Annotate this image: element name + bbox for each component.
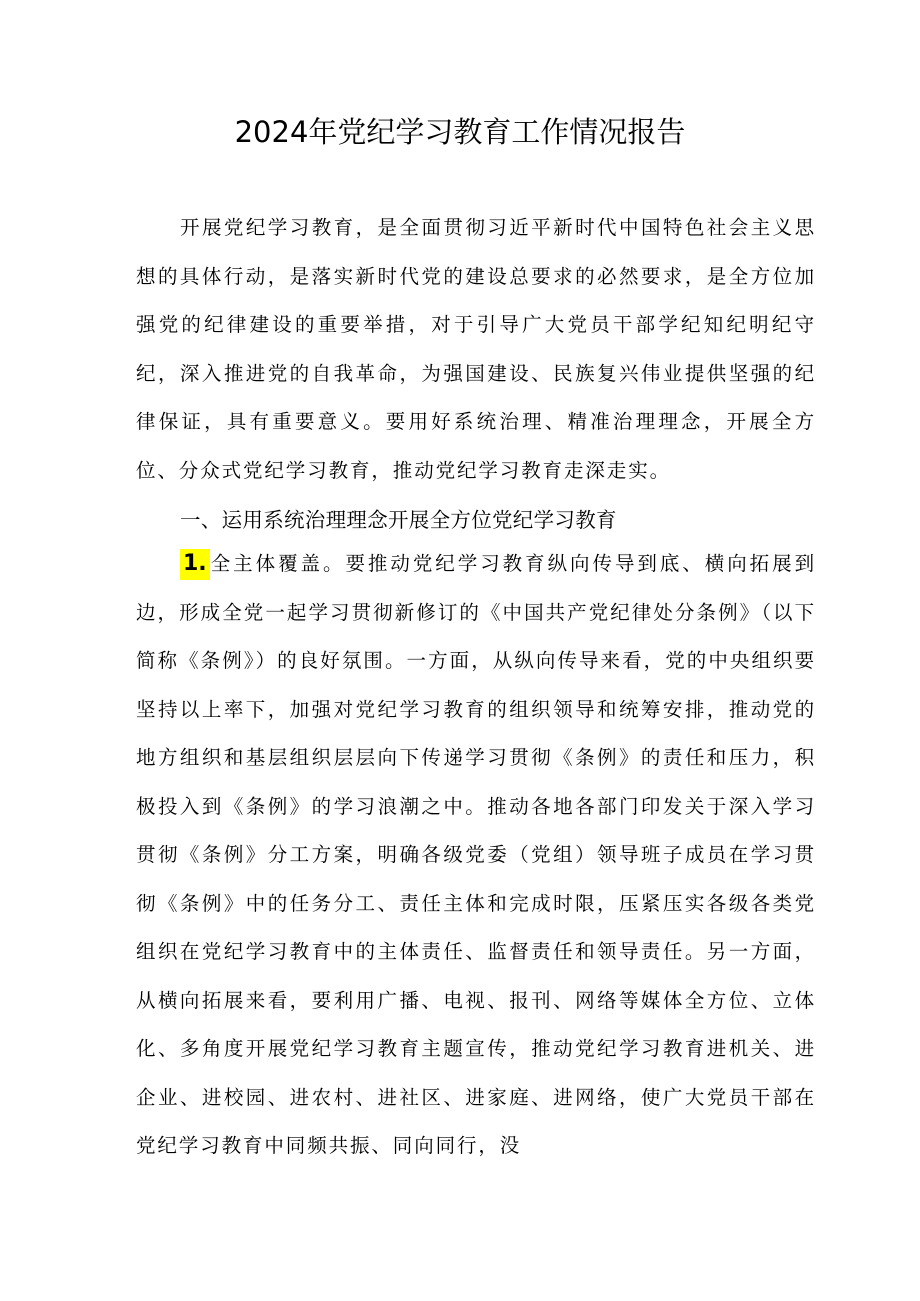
item-text: 全主体覆盖。要推动党纪学习教育纵向传导到底、横向拓展到边，形成全党一起学习贯彻新修订的《中国共产党纪律处分条例》（以下简称《条例》）的良好氛围。一方面，从纵向传导来看，党的中央组织要坚持以上率下，加强对党纪学习教育的组织领导和统筹安排，推动党的地方组织和基层组织层层向下传递学习贯彻《条例》的责任和压力，积极投入到《条例》的学习浪潮之中。推动各地各部门印发关于深入学习贯彻《条例》分工方案，明确各级党委（党组）领导班子成员在学习贯彻《条例》中的任务分工、责任主体和完成时限，压紧压实各级各类党组织在党纪学习教育中的主体责任、监督责任和领导责任。另一方面，从横向拓展来看，要利用广播、电视、报刊、网络等媒体全方位、立体化、多角度开展党纪学习教育主题宣传，推动党纪学习教育进机关、进企业、进校园、进农村、进社区、进家庭、进网络，使广大党员干部在党纪学习教育中同频共振、同向同行，没 bbox=[136, 552, 816, 1157]
highlighted-item-number: 1. bbox=[180, 549, 210, 580]
section-heading: 一、运用系统治理理念开展全方位党纪学习教育 bbox=[180, 508, 617, 532]
document-title: 2024年党纪学习教育工作情况报告 bbox=[234, 115, 686, 149]
intro-paragraph: 开展党纪学习教育，是全面贯彻习近平新时代中国特色社会主义思想的具体行动，是落实新时代党的建设总要求的必然要求，是全方位加强党的纪律建设的重要举措，对于引导广大党员干部学纪知纪明纪守纪，深入推进党的自我革命，为强国建设、民族复兴伟业提供坚强的纪律保证，具有重要意义。要用好系统治理、精准治理理念，开展全方位、分众式党纪学习教育，推动党纪学习教育走深走实。 bbox=[136, 216, 816, 482]
item-paragraph bbox=[136, 540, 816, 1171]
